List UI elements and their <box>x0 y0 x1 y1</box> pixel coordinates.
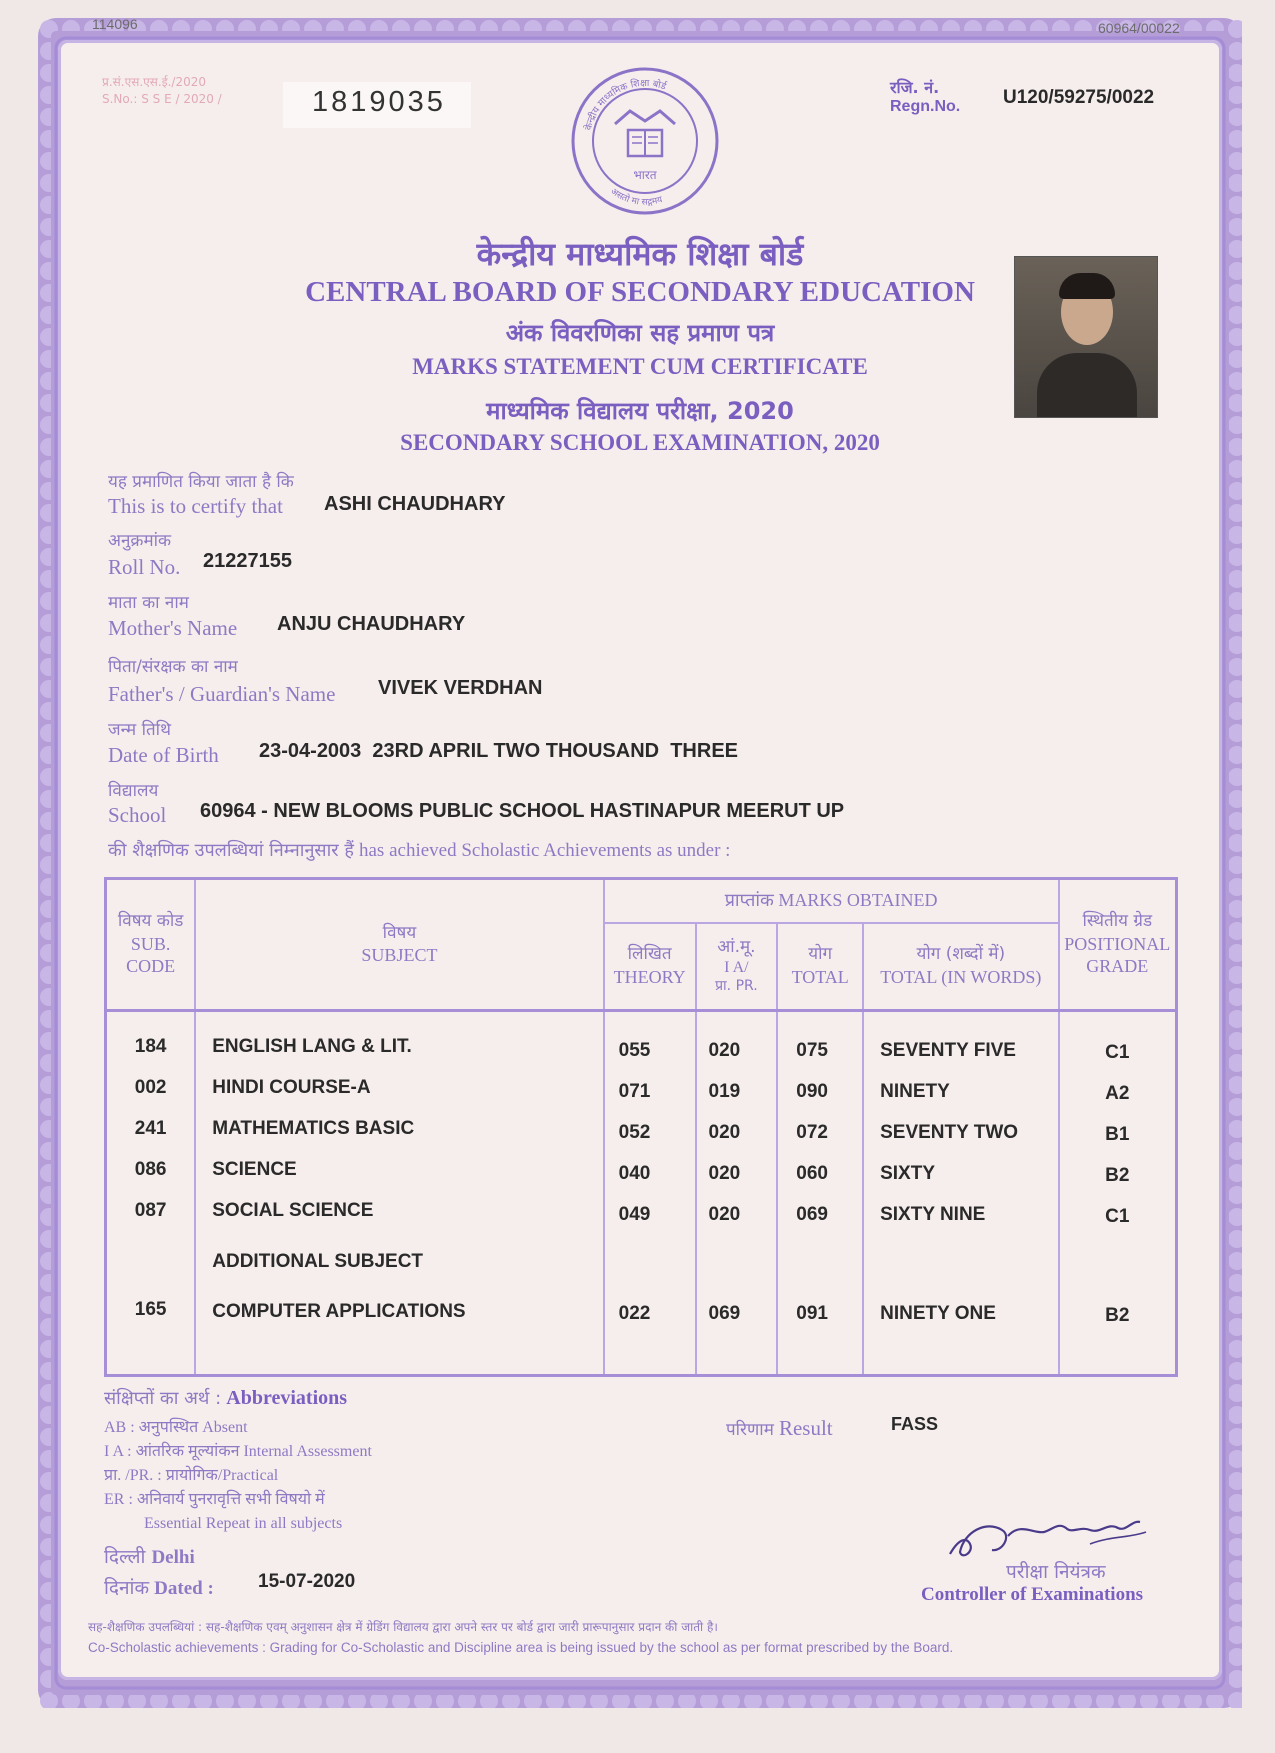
table-row-code: 241 <box>134 1118 167 1139</box>
mother-label-hi: माता का नाम <box>108 593 189 613</box>
header-grade: स्थितीय ग्रेड POSITIONAL GRADE <box>1059 879 1177 1011</box>
abbreviations-title-en: Abbreviations <box>226 1387 348 1409</box>
dob-label-en: Date of Birth <box>108 743 219 767</box>
place-en: Delhi <box>151 1547 195 1568</box>
total-words-value: SEVENTY FIVE <box>880 1040 1016 1061</box>
exam-title-en: SECONDARY SCHOOL EXAMINATION, 2020 <box>400 430 880 455</box>
header-ia-pr: आं.मू. I A/ प्रा. PR. <box>696 923 778 1011</box>
table-row-subject: SCIENCE <box>212 1159 297 1180</box>
school-label-en: School <box>108 803 167 827</box>
seal-center-text: भारत <box>633 168 657 182</box>
grade-value: C1 <box>1105 1042 1130 1063</box>
total-value: 090 <box>796 1081 828 1102</box>
theory-value: 071 <box>618 1081 651 1102</box>
grade-list <box>1060 1032 1175 1336</box>
co-scholastic-note-en: Co-Scholastic achievements : Grading for Co-Scholastic and Discipline area is being issued by the school as per format prescribed by the Board. <box>88 1640 954 1655</box>
header-total: योग TOTAL <box>777 923 863 1011</box>
dob-label-hi: जन्म तिथि <box>108 720 171 740</box>
subject-list <box>196 1026 602 1332</box>
result-label-hi: परिणाम <box>726 1420 774 1440</box>
place-hi: दिल्ली <box>104 1546 146 1568</box>
roll-label-hi: अनुक्रमांक <box>108 531 172 551</box>
theory-value: 055 <box>618 1040 651 1061</box>
achievements-en: has achieved Scholastic Achievements as under : <box>359 840 731 861</box>
theory-column <box>604 1011 696 1376</box>
abbr-practical: प्रा. /PR. : प्रायोगिक/Practical <box>104 1467 279 1484</box>
theory-value: 052 <box>618 1122 651 1143</box>
table-row-subject: HINDI COURSE-A <box>212 1077 371 1098</box>
cbse-seal-icon <box>570 66 720 216</box>
total-words-value: NINETY ONE <box>880 1303 996 1324</box>
grade-column <box>1059 1011 1177 1376</box>
code-list <box>107 1026 194 1330</box>
subject-column <box>195 1011 603 1376</box>
grade-value: A2 <box>1105 1083 1130 1104</box>
exam-title-hi: माध्यमिक विद्यालय परीक्षा, 2020 <box>486 397 794 425</box>
marks-table <box>104 877 1178 1377</box>
board-title-hi: केन्द्रीय माध्यमिक शिक्षा बोर्ड <box>476 235 804 273</box>
certify-label-hi: यह प्रमाणित किया जाता है कि <box>108 472 294 492</box>
place-label <box>104 1543 195 1569</box>
result-label-en: Result <box>778 1416 833 1440</box>
abbreviations-list <box>104 1416 372 1536</box>
school-name: 60964 - NEW BLOOMS PUBLIC SCHOOL HASTINAPUR MEERUT UP <box>200 800 845 822</box>
header-theory: लिखित THEORY <box>604 923 696 1011</box>
certify-label-en: This is to certify that <box>108 494 283 518</box>
svg-text:केन्द्रीय माध्यमिक शिक्षा बोर् <box>582 77 669 131</box>
table-row-code: 165 <box>134 1299 167 1320</box>
candidate-name: ASHI CHAUDHARY <box>324 493 506 515</box>
table-row-subject: ENGLISH LANG & LIT. <box>212 1036 412 1057</box>
header-sub-code: विषय कोड SUB. CODE <box>106 879 196 1011</box>
total-value: 069 <box>796 1204 828 1225</box>
achievements-hi: की शैक्षणिक उपलब्धियां निम्नानुसार हैं <box>108 840 354 861</box>
grade-value: C1 <box>1105 1206 1130 1227</box>
roll-label-en: Roll No. <box>108 555 181 579</box>
grade-value: B2 <box>1105 1305 1130 1326</box>
regn-label-hi: रजि. नं. <box>890 78 940 97</box>
table-row-code: 087 <box>134 1200 167 1221</box>
header-subject: विषय SUBJECT <box>195 879 603 1011</box>
total-value: 060 <box>796 1163 828 1184</box>
statement-title-hi: अंक विवरणिका सह प्रमाण पत्र <box>505 319 775 347</box>
theory-value: 049 <box>618 1204 651 1225</box>
ia-value: 019 <box>708 1081 741 1102</box>
total-value: 072 <box>796 1122 828 1143</box>
regn-number: U120/59275/0022 <box>1003 87 1155 108</box>
total-column <box>777 1011 863 1376</box>
father-label-en: Father's / Guardian's Name <box>108 682 336 706</box>
abbreviations-title <box>104 1386 347 1410</box>
father-label-hi: पिता/संरक्षक का नाम <box>108 657 238 677</box>
roll-number: 21227155 <box>203 550 292 572</box>
total-words-value: NINETY <box>880 1081 950 1102</box>
dated-hi: दिनांक <box>104 1577 150 1599</box>
ia-column <box>696 1011 778 1376</box>
table-row-subject: COMPUTER APPLICATIONS <box>212 1301 466 1322</box>
code-column <box>106 1011 196 1376</box>
abbr-absent: AB : अनुपस्थित Absent <box>104 1419 248 1436</box>
ia-value: 020 <box>708 1163 741 1184</box>
abbreviations-title-hi: संक्षिप्तों का अर्थ : <box>104 1388 222 1409</box>
statement-title-en: MARKS STATEMENT CUM CERTIFICATE <box>412 354 868 379</box>
achievements-line <box>108 838 730 862</box>
co-scholastic-note-hi: सह-शैक्षणिक उपलब्धियां : सह-शैक्षणिक एवम् अनुशासन क्षेत्र में ग्रेडिंग विद्यालय द्वारा अपने स्तर पर बोर्ड द्वारा जारी प्रारूपानुसार प्रदान की जाती है। <box>88 1620 718 1634</box>
serial-number: 1819035 <box>312 86 446 118</box>
mother-label-en: Mother's Name <box>108 616 238 640</box>
words-column <box>863 1011 1058 1376</box>
serial-stamp-line1: प्र.सं.एस.एस.ई./2020 <box>102 75 206 89</box>
abbr-essential-repeat-en: Essential Repeat in all subjects <box>144 1515 343 1532</box>
regn-label-en: Regn.No. <box>890 98 961 115</box>
date-of-birth: 23-04-2003 23RD APRIL TWO THOUSAND THREE <box>259 740 738 762</box>
header-total-words: योग (शब्दों में) TOTAL (IN WORDS) <box>863 923 1058 1011</box>
grade-value: B2 <box>1105 1165 1130 1186</box>
total-value: 075 <box>796 1040 828 1061</box>
issue-date: 15-07-2020 <box>258 1571 356 1592</box>
corner-number-right: 60964/00022 <box>1098 20 1180 36</box>
seal-bottom-text: असतो मा सद्गमय <box>608 186 664 208</box>
total-words-value: SIXTY NINE <box>880 1204 986 1225</box>
total-words-value: SIXTY <box>880 1163 936 1184</box>
dated-en: Dated : <box>154 1578 214 1599</box>
school-label-hi: विद्यालय <box>108 781 159 801</box>
photo-shoulders <box>1037 353 1137 417</box>
ia-list <box>697 1030 777 1334</box>
theory-list <box>605 1030 695 1334</box>
result-label <box>726 1416 833 1441</box>
photo-hair <box>1059 273 1115 299</box>
table-row-code: 086 <box>134 1159 167 1180</box>
result-value: FASS <box>891 1414 939 1434</box>
table-row-subject: SOCIAL SCIENCE <box>212 1200 374 1221</box>
theory-value: 022 <box>618 1303 651 1324</box>
abbr-essential-repeat: ER : अनिवार्य पुनरावृत्ति सभी विषयो में <box>104 1491 325 1508</box>
grade-value: B1 <box>1105 1124 1130 1145</box>
table-row-code: 002 <box>134 1077 167 1098</box>
additional-subject-label: ADDITIONAL SUBJECT <box>212 1251 424 1272</box>
seal-top-text: केन्द्रीय माध्यमिक शिक्षा बोर्ड <box>583 77 668 132</box>
total-value: 091 <box>796 1303 828 1324</box>
board-title-en: CENTRAL BOARD OF SECONDARY EDUCATION <box>305 276 975 308</box>
ia-value: 020 <box>708 1040 741 1061</box>
ia-value: 020 <box>708 1204 741 1225</box>
svg-text:असतो मा सद्गमय <box>608 187 664 208</box>
abbr-internal-assessment: I A : आंतरिक मूल्यांकन Internal Assessment <box>104 1443 372 1460</box>
table-row-subject: MATHEMATICS BASIC <box>212 1118 415 1139</box>
mother-name: ANJU CHAUDHARY <box>277 613 466 635</box>
dated-label <box>104 1574 214 1600</box>
table-row-code: 184 <box>134 1036 167 1057</box>
total-list <box>778 1030 862 1334</box>
ia-value: 020 <box>708 1122 741 1143</box>
father-name: VIVEK VERDHAN <box>378 677 543 699</box>
header-marks-obtained: प्राप्तांक MARKS OBTAINED <box>604 879 1059 923</box>
words-list <box>864 1030 1057 1334</box>
serial-stamp-line2: S.No.: S S E / 2020 / <box>102 92 222 106</box>
controller-label-hi: परीक्षा नियंत्रक <box>1006 1561 1106 1583</box>
controller-label-en: Controller of Examinations <box>921 1584 1144 1605</box>
corner-number-left: 114096 <box>92 16 138 32</box>
theory-value: 040 <box>618 1163 651 1184</box>
ia-value: 069 <box>708 1303 741 1324</box>
total-words-value: SEVENTY TWO <box>880 1122 1019 1143</box>
serial-stamp <box>102 74 222 108</box>
